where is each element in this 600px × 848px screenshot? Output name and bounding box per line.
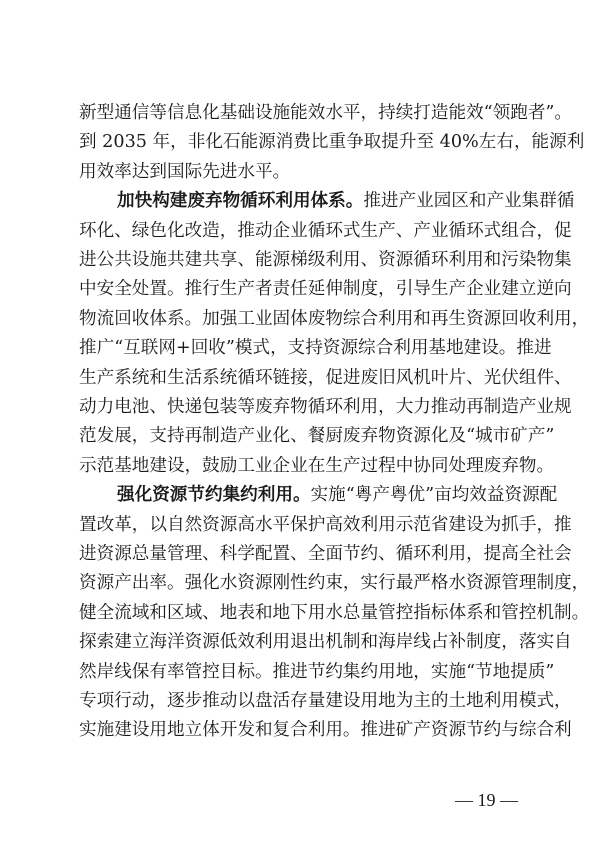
text-line: 然岸线保有率管控目标。推进节约集约用地，实施“节地提质” — [79, 661, 555, 682]
text-line: 物流回收体系。加强工业固体废物综合利用和再生资源回收利用， — [79, 308, 590, 329]
text-line: 置改革，以自然资源高水平保护高效利用示范省建设为抓手，推 — [79, 514, 572, 535]
text-line: 资源产出率。强化水资源刚性约束，实行最严格水资源管理制度， — [79, 573, 590, 594]
page-number: — 19 — — [455, 790, 518, 810]
text-line: 探索建立海洋资源低效利用退出机制和海岸线占补制度，落实自 — [79, 632, 572, 653]
text-line: 实施建设用地立体开发和复合利用。推进矿产资源节约与综合利 — [79, 720, 572, 741]
text-line: 推广“互联网+回收”模式，支持资源综合利用基地建设。推进 — [79, 338, 552, 359]
text-line: 示范基地建设，鼓励工业企业在生产过程中协同处理废弃物。 — [79, 455, 555, 476]
paragraph-heading: 加快构建废弃物循环利用体系。 — [117, 190, 364, 212]
text-line: 范发展，支持再制造产业化、餐厨废弃物资源化及“城市矿产” — [79, 426, 555, 447]
paragraph-first-line — [117, 190, 574, 212]
text-line: 专项行动，逐步推动以盘活存量建设用地为主的土地利用模式， — [79, 691, 572, 711]
text-line: 进公共设施共建共享、能源梯级利用、资源循环利用和污染物集 — [79, 250, 572, 270]
paragraph-heading: 强化资源节约集约利用。 — [117, 484, 311, 506]
text-line: 健全流域和区域、地表和地下用水总量管控指标体系和管控机制。 — [79, 602, 590, 623]
text-line: 用效率达到国际先进水平。 — [79, 161, 291, 182]
text-line: 中安全处置。推行生产者责任延伸制度，引导生产企业建立逆向 — [79, 279, 572, 300]
text-line: 环化、绿色化改造，推动企业循环式生产、产业循环式组合，促 — [79, 220, 572, 241]
text-line: 生产系统和生活系统循环链接，促进废旧风机叶片、光伏组件、 — [79, 367, 572, 388]
text-span: 实施“粤产粤优”亩均效益资源配 — [310, 485, 558, 506]
text-line: 动力电池、快递包装等废弃物循环利用，大力推动再制造产业规 — [79, 397, 572, 417]
paragraph-first-line — [117, 484, 557, 506]
text-span: 推进产业园区和产业集群循 — [363, 191, 575, 212]
text-line: 到 2035 年，非化石能源消费比重争取提升至 40%左右，能源利 — [79, 132, 585, 153]
text-line: 进资源总量管理、科学配置、全面节约、循环利用，提高全社会 — [79, 544, 572, 564]
text-line: 新型通信等信息化基础设施能效水平，持续打造能效“领跑者”。 — [79, 103, 573, 123]
